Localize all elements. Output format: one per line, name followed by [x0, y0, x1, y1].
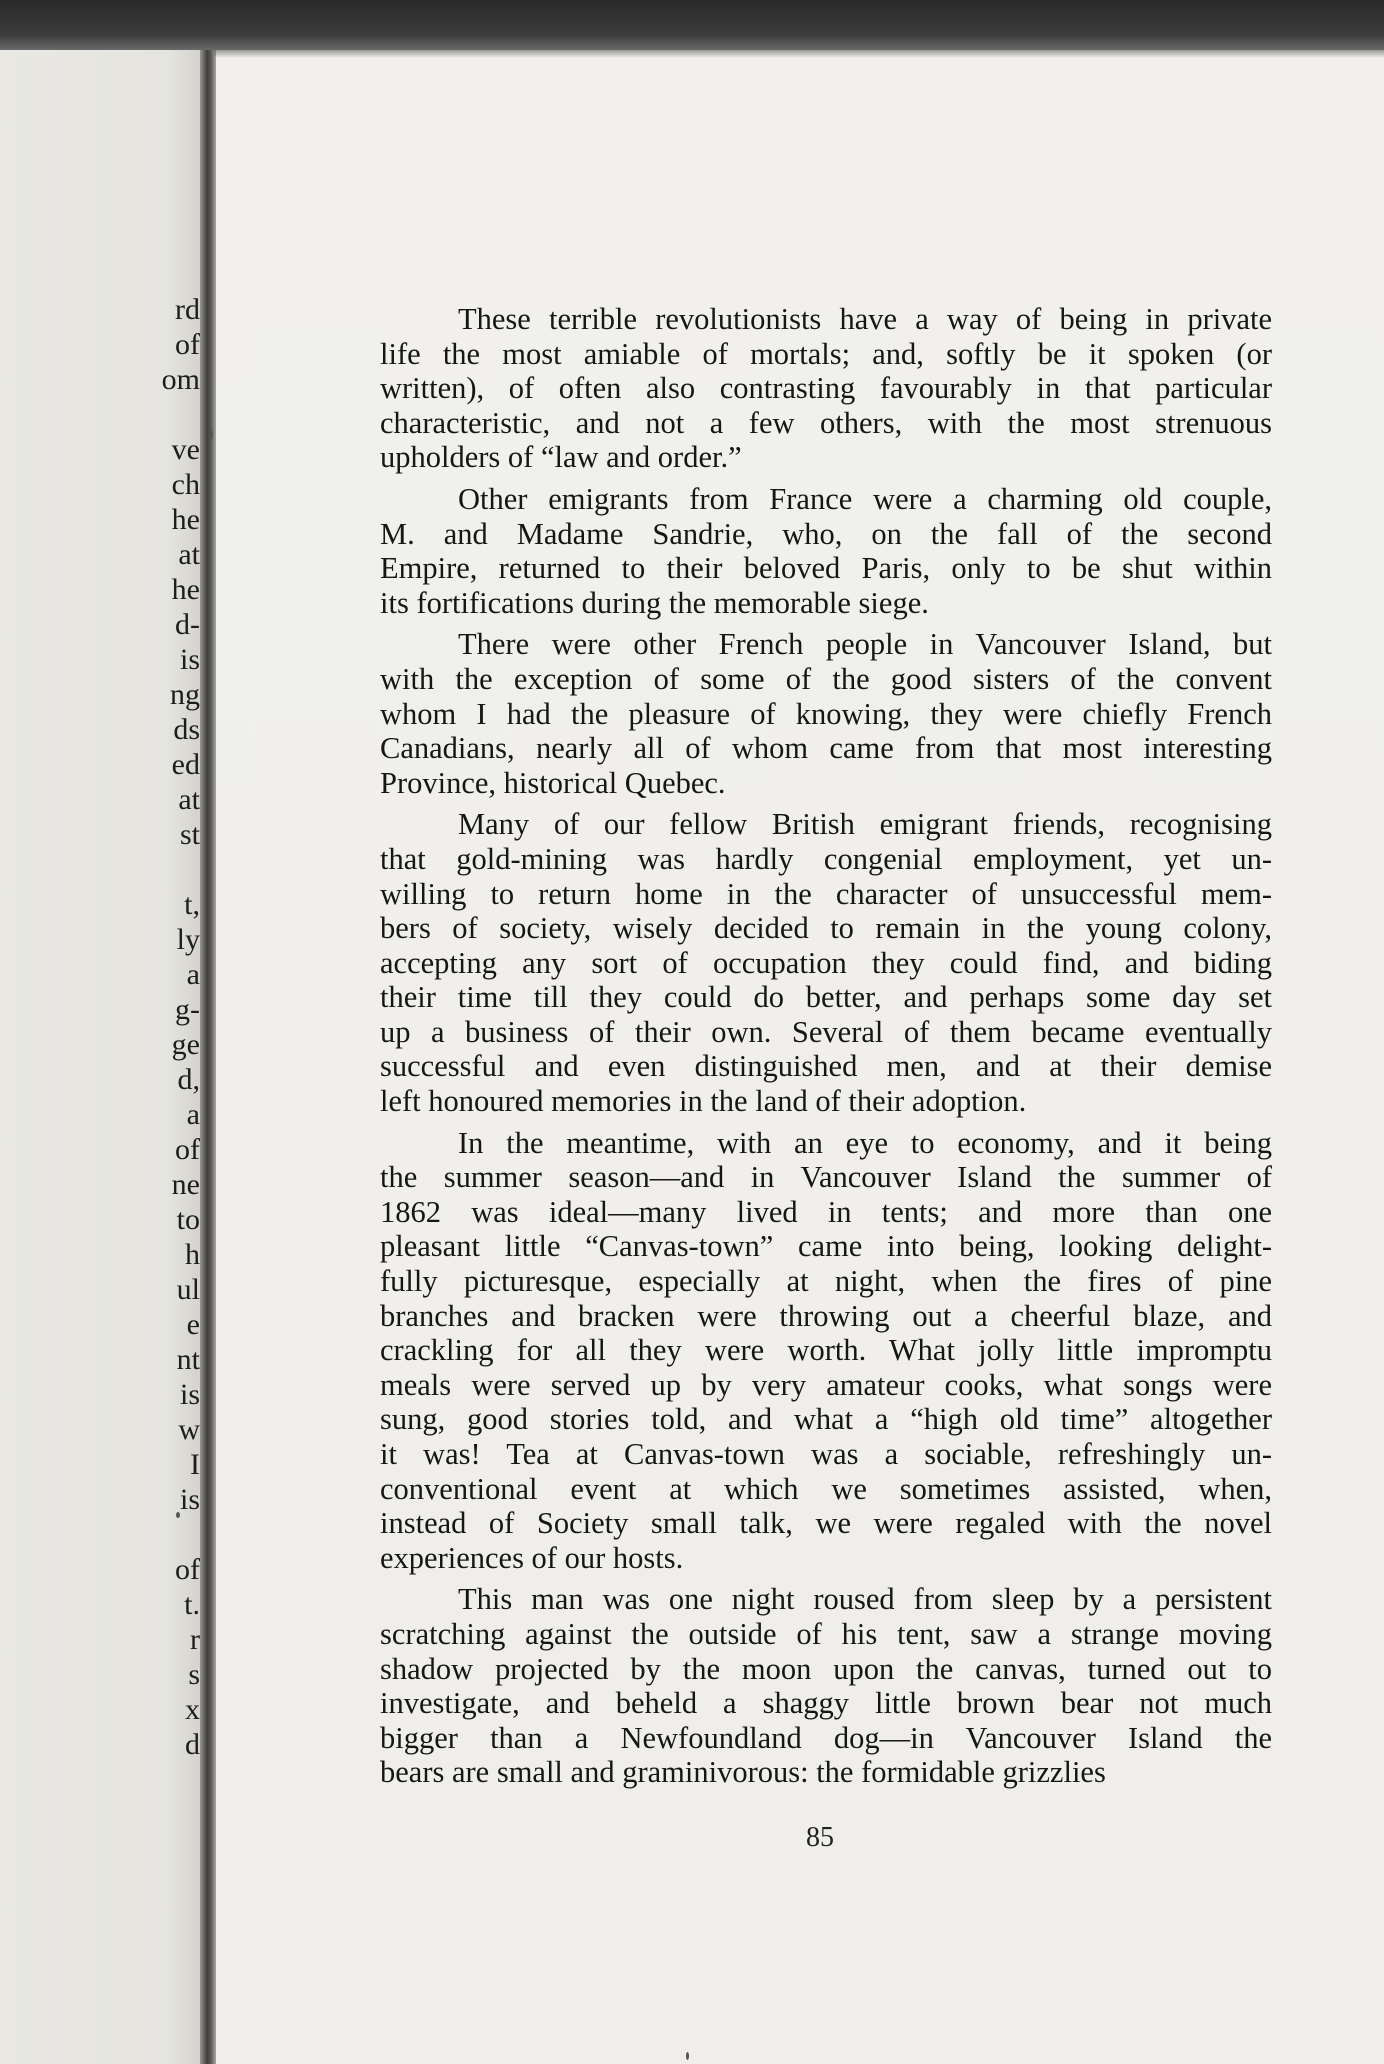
scanner-top-edge — [0, 0, 1384, 50]
paragraph — [380, 627, 1272, 800]
text-line: Province, historical Quebec. — [380, 765, 726, 800]
text-line: 1862 was ideal—many lived in tents; and more than one — [380, 1194, 1272, 1229]
left-page-fragment — [0, 852, 200, 887]
text-line: that gold-mining was hardly congenial employment, yet un- — [380, 841, 1272, 876]
left-page-fragment: I — [190, 1448, 200, 1481]
left-page-fragment: ed — [171, 748, 200, 781]
left-page-fragment: nt — [176, 1343, 200, 1376]
left-page-fragment: w — [178, 1413, 200, 1446]
text-line: it was! Tea at Canvas-town was a sociable, refreshingly un- — [380, 1437, 1272, 1471]
text-line: characteristic, and not a few others, with the most strenuous — [380, 405, 1272, 440]
left-page-fragment: h — [185, 1238, 200, 1271]
text-line: instead of Society small talk, we were regaled with the novel — [380, 1506, 1272, 1541]
text-line: In the meantime, with an eye to economy, and it being — [458, 1125, 1272, 1160]
paragraph — [380, 1582, 1272, 1790]
left-page-fragment: d — [185, 1728, 200, 1761]
left-page-fragment — [0, 1517, 200, 1552]
text-line: whom I had the pleasure of knowing, they were chiefly French — [380, 696, 1272, 731]
left-page-fragment: t. — [184, 1588, 200, 1621]
left-page-fragment: of — [175, 1133, 200, 1166]
left-page-fragment: at — [178, 783, 200, 816]
paragraph — [380, 482, 1272, 620]
page-body-text — [380, 302, 1272, 1797]
scan-speck — [210, 430, 213, 440]
left-page-fragment: a — [186, 1098, 200, 1131]
text-line: shadow projected by the moon upon the canvas, turned out to — [380, 1651, 1272, 1686]
left-page-fragment: t, — [184, 888, 200, 921]
text-line: sung, good stories told, and what a “high old time” altogether — [380, 1402, 1272, 1437]
book-gutter — [200, 40, 216, 2064]
text-line: willing to return home in the character of unsuccessful mem- — [380, 876, 1272, 911]
text-line: bers of society, wisely decided to remain in the young colony, — [380, 911, 1272, 946]
left-page-fragment: at — [178, 538, 200, 571]
text-line: left honoured memories in the land of their adoption. — [380, 1084, 1027, 1119]
left-page-fragment: ul — [176, 1273, 200, 1306]
text-line: upholders of “law and order.” — [380, 440, 742, 475]
left-page-fragment: rd — [175, 293, 200, 326]
paragraph — [380, 1126, 1272, 1576]
text-line: conventional event at which we sometimes assisted, when, — [380, 1471, 1272, 1506]
text-line: bigger than a Newfoundland dog—in Vancouver Island the — [380, 1720, 1272, 1755]
left-page-fragment: is — [179, 1378, 200, 1411]
left-page-text-fragments — [0, 292, 200, 1762]
paragraph — [380, 302, 1272, 475]
text-line: Many of our fellow British emigrant friends, recognising — [458, 807, 1272, 842]
text-line: Other emigrants from France were a charming old couple, — [458, 481, 1272, 516]
text-line: its fortifications during the memorable siege. — [380, 585, 929, 620]
text-line: up a business of their own. Several of them became eventually — [380, 1014, 1272, 1049]
text-line: meals were served up by very amateur cooks, what songs were — [380, 1367, 1272, 1402]
left-page-fragment: r — [190, 1623, 200, 1656]
text-line: This man was one night roused from sleep by a persistent — [458, 1582, 1272, 1617]
left-page-fragment: om — [161, 363, 200, 396]
text-line: written), of often also contrasting favourably in that particular — [380, 371, 1272, 406]
left-page-fragment: of — [175, 328, 200, 361]
scan-speck — [686, 2052, 689, 2060]
text-line: experiences of our hosts. — [380, 1540, 684, 1575]
left-page-fragment: to — [176, 1203, 200, 1236]
page-number: 85 — [806, 1822, 834, 1853]
left-page-fragment — [0, 397, 200, 432]
left-page-fragment: is — [179, 643, 200, 676]
left-page-fragment: ng — [170, 678, 200, 711]
left-page-fragment: d, — [177, 1063, 200, 1096]
text-line: pleasant little “Canvas-town” came into being, looking delight- — [380, 1229, 1272, 1264]
text-line: bears are small and graminivorous: the formidable grizzlies — [380, 1755, 1106, 1790]
left-page-fragment: ds — [173, 713, 200, 746]
text-line: successful and even distinguished men, and at their demise — [380, 1049, 1272, 1084]
text-line: These terrible revolutionists have a way of being in private — [458, 302, 1272, 336]
text-line: investigate, and beheld a shaggy little brown bear not much — [380, 1686, 1272, 1721]
left-page-fragment: a — [186, 958, 200, 991]
left-page-fragment: is — [179, 1483, 200, 1516]
left-page-fragment: d- — [175, 608, 200, 641]
text-line: scratching against the outside of his tent, saw a strange moving — [380, 1616, 1272, 1651]
text-line: There were other French people in Vancouver Island, but — [458, 627, 1272, 662]
text-line: Canadians, nearly all of whom came from that most interesting — [380, 731, 1272, 766]
text-line: the summer season—and in Vancouver Island the summer of — [380, 1160, 1272, 1195]
text-line: accepting any sort of occupation they could find, and biding — [380, 945, 1272, 980]
left-page-fragment: e — [186, 1308, 200, 1341]
left-page-fragment: g- — [175, 993, 200, 1026]
text-line: Empire, returned to their beloved Paris, only to be shut within — [380, 551, 1272, 586]
text-line: M. and Madame Sandrie, who, on the fall of the second — [380, 516, 1272, 551]
left-page-fragment: he — [171, 573, 200, 606]
left-page-fragment: of — [175, 1553, 200, 1586]
left-page-fragment: he — [171, 503, 200, 536]
left-page-fragment: ne — [171, 1168, 200, 1201]
left-page-fragment: ch — [171, 468, 200, 501]
text-line: life the most amiable of mortals; and, softly be it spoken (or — [380, 336, 1272, 371]
left-page-fragment: ve — [171, 433, 200, 466]
paragraph — [380, 807, 1272, 1118]
text-line: branches and bracken were throwing out a cheerful blaze, and — [380, 1298, 1272, 1333]
text-line: their time till they could do better, and perhaps some day set — [380, 980, 1272, 1015]
scan-speck — [176, 1512, 180, 1518]
left-page-fragment: ge — [171, 1028, 200, 1061]
text-line: fully picturesque, especially at night, when the fires of pine — [380, 1264, 1272, 1299]
left-page-fragment: x — [185, 1693, 200, 1726]
left-page-fragment: ly — [176, 923, 200, 956]
left-page-fragment: s — [188, 1658, 200, 1691]
text-line: with the exception of some of the good sisters of the convent — [380, 661, 1272, 696]
left-page-fragment: st — [179, 818, 200, 851]
text-line: crackling for all they were worth. What jolly little impromptu — [380, 1333, 1272, 1368]
